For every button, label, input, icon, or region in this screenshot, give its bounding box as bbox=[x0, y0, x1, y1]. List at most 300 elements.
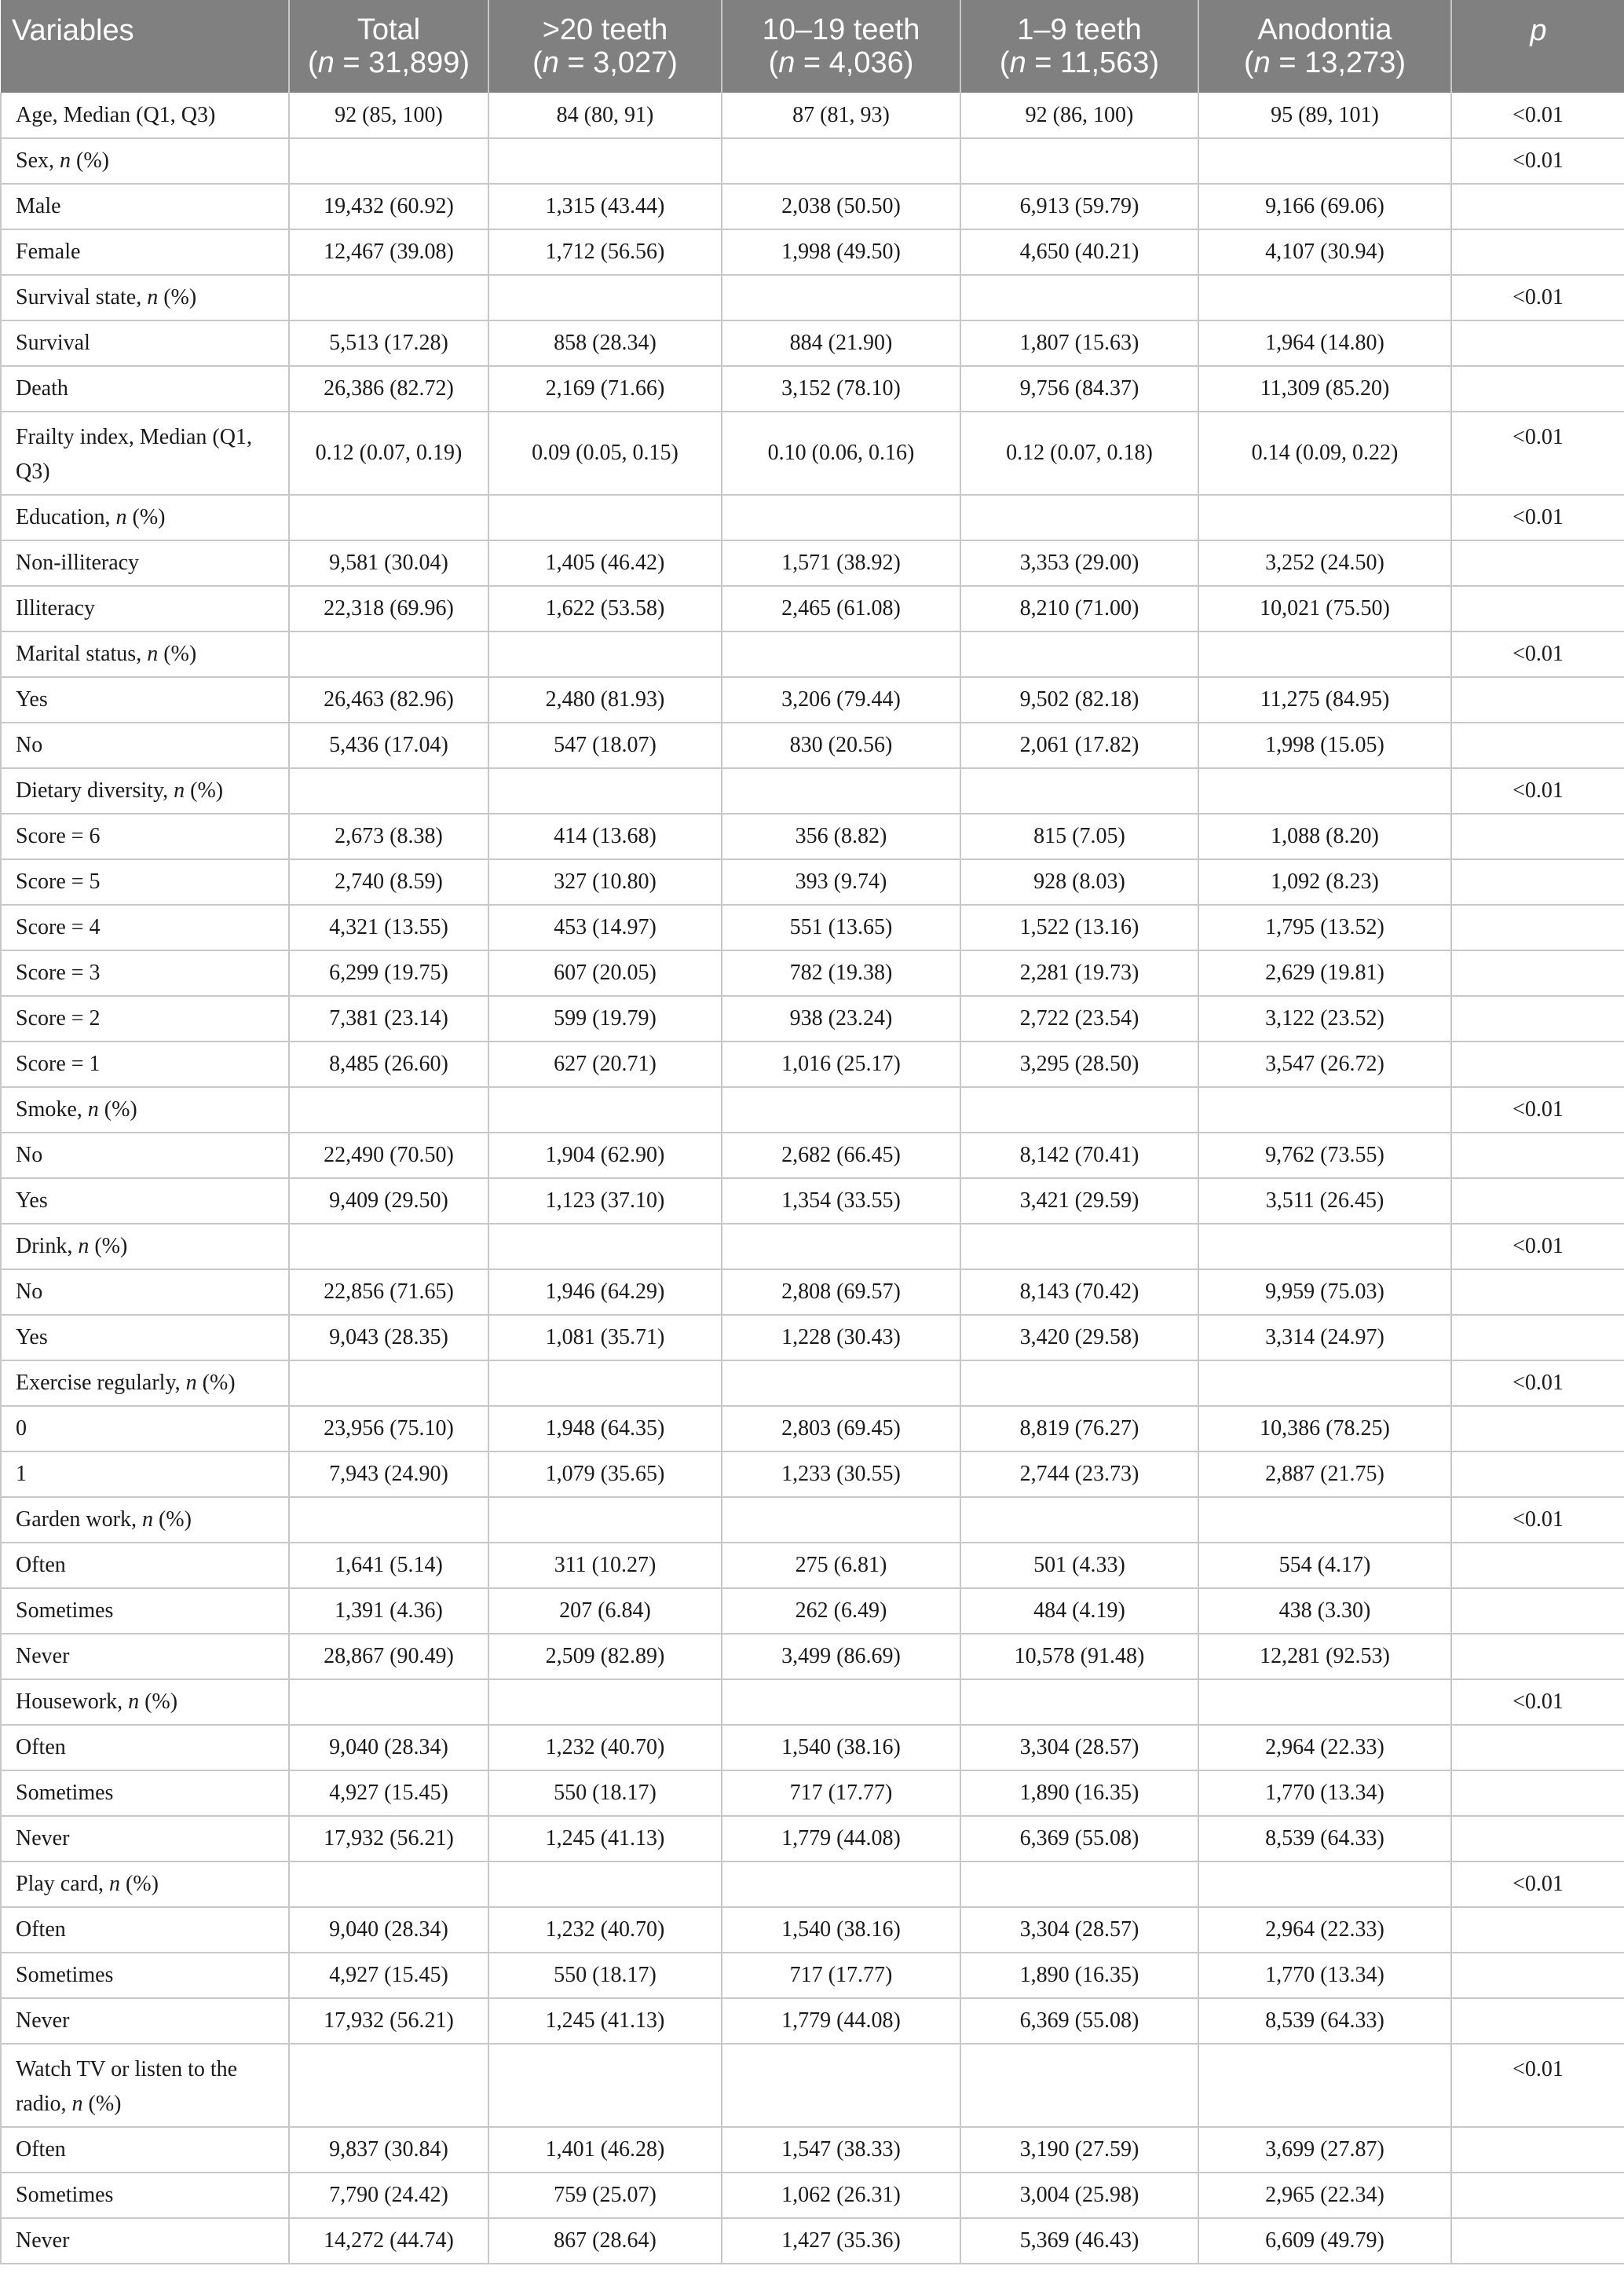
row-label: Frailty index, Median (Q1, Q3) bbox=[1, 412, 289, 495]
header-1-9-teeth-label: 1–9 teeth bbox=[1017, 13, 1142, 46]
row-value-cell: 858 (28.34) bbox=[488, 320, 722, 366]
row-value-cell bbox=[488, 1360, 722, 1406]
table-row bbox=[1, 2044, 1624, 2127]
table-body bbox=[1, 93, 1624, 2264]
row-label: Never bbox=[1, 2218, 289, 2264]
row-value-cell bbox=[960, 1224, 1198, 1269]
header-total-n: (n = 31,899) bbox=[308, 46, 470, 79]
row-value-cell: 10,386 (78.25) bbox=[1198, 1406, 1451, 1451]
row-label: No bbox=[1, 723, 289, 768]
row-value-cell: 9,581 (30.04) bbox=[289, 540, 488, 586]
table-row bbox=[1, 1907, 1624, 1953]
row-value-cell: 2,673 (8.38) bbox=[289, 814, 488, 859]
row-value-cell: 2,465 (61.08) bbox=[722, 586, 960, 631]
row-value-cell bbox=[289, 1679, 488, 1725]
table-row bbox=[1, 1953, 1624, 1998]
table-row bbox=[1, 1041, 1624, 1087]
row-p-value: <0.01 bbox=[1451, 768, 1624, 814]
row-value-cell bbox=[488, 1087, 722, 1133]
table-row bbox=[1, 905, 1624, 950]
row-label: Dietary diversity, n (%) bbox=[1, 768, 289, 814]
row-value-cell bbox=[1198, 1360, 1451, 1406]
row-value-cell: 3,420 (29.58) bbox=[960, 1315, 1198, 1360]
table-row bbox=[1, 1770, 1624, 1816]
table-row bbox=[1, 1634, 1624, 1679]
row-value-cell bbox=[1198, 495, 1451, 540]
table-row bbox=[1, 1679, 1624, 1725]
row-label: Drink, n (%) bbox=[1, 1224, 289, 1269]
row-value-cell: 2,509 (82.89) bbox=[488, 1634, 722, 1679]
row-value-cell: 22,856 (71.65) bbox=[289, 1269, 488, 1315]
row-value-cell bbox=[488, 631, 722, 677]
row-value-cell bbox=[289, 1360, 488, 1406]
row-value-cell: 2,682 (66.45) bbox=[722, 1133, 960, 1178]
row-value-cell: 275 (6.81) bbox=[722, 1543, 960, 1588]
row-value-cell: 19,432 (60.92) bbox=[289, 184, 488, 229]
row-value-cell: 8,142 (70.41) bbox=[960, 1133, 1198, 1178]
row-value-cell: 0.12 (0.07, 0.18) bbox=[960, 412, 1198, 495]
row-p-value bbox=[1451, 2173, 1624, 2218]
header-10-19-teeth-n: (n = 4,036) bbox=[768, 46, 914, 79]
row-value-cell: 2,169 (71.66) bbox=[488, 366, 722, 412]
table-row bbox=[1, 1406, 1624, 1451]
row-label: Sometimes bbox=[1, 1588, 289, 1634]
table-row bbox=[1, 320, 1624, 366]
row-label: Often bbox=[1, 1907, 289, 1953]
row-value-cell bbox=[960, 138, 1198, 184]
row-p-value bbox=[1451, 1725, 1624, 1770]
row-value-cell: 2,887 (21.75) bbox=[1198, 1451, 1451, 1497]
row-p-value bbox=[1451, 1041, 1624, 1087]
row-label: No bbox=[1, 1133, 289, 1178]
row-value-cell bbox=[1198, 1224, 1451, 1269]
row-value-cell: 4,321 (13.55) bbox=[289, 905, 488, 950]
table-row bbox=[1, 996, 1624, 1041]
row-value-cell bbox=[722, 2044, 960, 2127]
row-value-cell: 2,281 (19.73) bbox=[960, 950, 1198, 996]
row-value-cell bbox=[722, 1224, 960, 1269]
row-label: Age, Median (Q1, Q3) bbox=[1, 93, 289, 138]
row-value-cell: 8,210 (71.00) bbox=[960, 586, 1198, 631]
row-value-cell: 356 (8.82) bbox=[722, 814, 960, 859]
row-p-value: <0.01 bbox=[1451, 1224, 1624, 1269]
row-value-cell: 9,043 (28.35) bbox=[289, 1315, 488, 1360]
row-value-cell: 17,932 (56.21) bbox=[289, 1998, 488, 2044]
row-value-cell bbox=[960, 275, 1198, 320]
row-p-value bbox=[1451, 950, 1624, 996]
row-value-cell: 92 (85, 100) bbox=[289, 93, 488, 138]
row-p-value bbox=[1451, 814, 1624, 859]
row-value-cell: 1,232 (40.70) bbox=[488, 1907, 722, 1953]
row-label: Often bbox=[1, 1543, 289, 1588]
row-value-cell: 550 (18.17) bbox=[488, 1953, 722, 1998]
row-value-cell: 551 (13.65) bbox=[722, 905, 960, 950]
row-p-value bbox=[1451, 1406, 1624, 1451]
row-value-cell bbox=[722, 631, 960, 677]
row-value-cell: 501 (4.33) bbox=[960, 1543, 1198, 1588]
row-value-cell: 327 (10.80) bbox=[488, 859, 722, 905]
header-10-19-teeth bbox=[722, 0, 960, 93]
row-p-value bbox=[1451, 1451, 1624, 1497]
row-value-cell bbox=[960, 2044, 1198, 2127]
row-value-cell: 9,756 (84.37) bbox=[960, 366, 1198, 412]
row-value-cell: 0.09 (0.05, 0.15) bbox=[488, 412, 722, 495]
row-value-cell bbox=[722, 1360, 960, 1406]
row-value-cell: 1,964 (14.80) bbox=[1198, 320, 1451, 366]
table-row bbox=[1, 1087, 1624, 1133]
row-value-cell: 759 (25.07) bbox=[488, 2173, 722, 2218]
row-value-cell: 453 (14.97) bbox=[488, 905, 722, 950]
row-value-cell bbox=[488, 138, 722, 184]
header-gt20-teeth-label: >20 teeth bbox=[542, 13, 668, 46]
row-label: Garden work, n (%) bbox=[1, 1497, 289, 1543]
row-value-cell: 9,040 (28.34) bbox=[289, 1725, 488, 1770]
row-label: Yes bbox=[1, 677, 289, 723]
row-value-cell bbox=[289, 495, 488, 540]
row-value-cell: 262 (6.49) bbox=[722, 1588, 960, 1634]
row-label: Never bbox=[1, 1634, 289, 1679]
row-p-value: <0.01 bbox=[1451, 1087, 1624, 1133]
row-value-cell: 1,712 (56.56) bbox=[488, 229, 722, 275]
row-value-cell bbox=[722, 495, 960, 540]
header-1-9-teeth-n: (n = 11,563) bbox=[999, 46, 1160, 79]
row-p-value bbox=[1451, 677, 1624, 723]
row-value-cell: 1,228 (30.43) bbox=[722, 1315, 960, 1360]
row-value-cell bbox=[960, 768, 1198, 814]
row-value-cell: 1,807 (15.63) bbox=[960, 320, 1198, 366]
table-row bbox=[1, 1816, 1624, 1862]
row-value-cell: 7,381 (23.14) bbox=[289, 996, 488, 1041]
row-value-cell bbox=[488, 1862, 722, 1907]
row-label: Female bbox=[1, 229, 289, 275]
row-value-cell: 1,641 (5.14) bbox=[289, 1543, 488, 1588]
row-value-cell: 6,369 (55.08) bbox=[960, 1998, 1198, 2044]
row-value-cell: 554 (4.17) bbox=[1198, 1543, 1451, 1588]
row-p-value bbox=[1451, 2218, 1624, 2264]
row-p-value bbox=[1451, 586, 1624, 631]
row-value-cell: 0.10 (0.06, 0.16) bbox=[722, 412, 960, 495]
row-p-value bbox=[1451, 1907, 1624, 1953]
row-value-cell bbox=[1198, 1497, 1451, 1543]
row-value-cell: 6,609 (49.79) bbox=[1198, 2218, 1451, 2264]
row-label: 1 bbox=[1, 1451, 289, 1497]
table-row bbox=[1, 1588, 1624, 1634]
row-value-cell: 26,386 (82.72) bbox=[289, 366, 488, 412]
row-p-value: <0.01 bbox=[1451, 93, 1624, 138]
row-value-cell: 9,040 (28.34) bbox=[289, 1907, 488, 1953]
row-value-cell: 1,405 (46.42) bbox=[488, 540, 722, 586]
table-row bbox=[1, 723, 1624, 768]
row-label: Score = 5 bbox=[1, 859, 289, 905]
row-value-cell: 1,904 (62.90) bbox=[488, 1133, 722, 1178]
row-value-cell: 3,152 (78.10) bbox=[722, 366, 960, 412]
row-value-cell: 9,502 (82.18) bbox=[960, 677, 1198, 723]
row-p-value bbox=[1451, 184, 1624, 229]
row-value-cell bbox=[960, 1862, 1198, 1907]
row-value-cell: 11,275 (84.95) bbox=[1198, 677, 1451, 723]
row-label: Yes bbox=[1, 1315, 289, 1360]
row-label: Death bbox=[1, 366, 289, 412]
row-value-cell: 1,079 (35.65) bbox=[488, 1451, 722, 1497]
row-value-cell: 547 (18.07) bbox=[488, 723, 722, 768]
row-p-value bbox=[1451, 540, 1624, 586]
row-p-value bbox=[1451, 366, 1624, 412]
row-value-cell: 1,427 (35.36) bbox=[722, 2218, 960, 2264]
row-value-cell: 6,369 (55.08) bbox=[960, 1816, 1198, 1862]
table-row bbox=[1, 814, 1624, 859]
row-p-value: <0.01 bbox=[1451, 1862, 1624, 1907]
row-value-cell bbox=[488, 768, 722, 814]
table-row bbox=[1, 677, 1624, 723]
row-p-value bbox=[1451, 1178, 1624, 1224]
row-p-value: <0.01 bbox=[1451, 138, 1624, 184]
header-p-value: p bbox=[1451, 0, 1624, 93]
row-value-cell: 3,122 (23.52) bbox=[1198, 996, 1451, 1041]
row-value-cell: 1,779 (44.08) bbox=[722, 1998, 960, 2044]
table-row bbox=[1, 1451, 1624, 1497]
row-value-cell bbox=[722, 1087, 960, 1133]
row-p-value bbox=[1451, 1133, 1624, 1178]
row-label: Sex, n (%) bbox=[1, 138, 289, 184]
row-value-cell: 1,998 (49.50) bbox=[722, 229, 960, 275]
header-gt20-teeth bbox=[488, 0, 722, 93]
row-p-value bbox=[1451, 996, 1624, 1041]
row-label: Sometimes bbox=[1, 1953, 289, 1998]
row-p-value bbox=[1451, 1588, 1624, 1634]
row-value-cell: 3,304 (28.57) bbox=[960, 1725, 1198, 1770]
row-value-cell: 4,927 (15.45) bbox=[289, 1770, 488, 1816]
row-value-cell: 4,650 (40.21) bbox=[960, 229, 1198, 275]
row-value-cell: 1,779 (44.08) bbox=[722, 1816, 960, 1862]
row-p-value bbox=[1451, 723, 1624, 768]
row-p-value: <0.01 bbox=[1451, 1497, 1624, 1543]
row-label: Male bbox=[1, 184, 289, 229]
row-value-cell bbox=[289, 275, 488, 320]
row-p-value bbox=[1451, 320, 1624, 366]
row-label: Score = 3 bbox=[1, 950, 289, 996]
row-value-cell bbox=[1198, 138, 1451, 184]
row-value-cell: 8,539 (64.33) bbox=[1198, 1816, 1451, 1862]
row-value-cell: 414 (13.68) bbox=[488, 814, 722, 859]
row-value-cell: 7,790 (24.42) bbox=[289, 2173, 488, 2218]
row-value-cell bbox=[488, 1497, 722, 1543]
row-value-cell: 717 (17.77) bbox=[722, 1953, 960, 1998]
row-p-value: <0.01 bbox=[1451, 495, 1624, 540]
row-value-cell: 1,123 (37.10) bbox=[488, 1178, 722, 1224]
row-value-cell: 6,299 (19.75) bbox=[289, 950, 488, 996]
row-value-cell: 438 (3.30) bbox=[1198, 1588, 1451, 1634]
row-value-cell: 84 (80, 91) bbox=[488, 93, 722, 138]
row-value-cell bbox=[1198, 1087, 1451, 1133]
row-value-cell: 8,539 (64.33) bbox=[1198, 1998, 1451, 2044]
row-label: Survival bbox=[1, 320, 289, 366]
row-label: Education, n (%) bbox=[1, 495, 289, 540]
row-value-cell: 2,740 (8.59) bbox=[289, 859, 488, 905]
row-label: Survival state, n (%) bbox=[1, 275, 289, 320]
row-value-cell: 7,943 (24.90) bbox=[289, 1451, 488, 1497]
row-value-cell: 5,369 (46.43) bbox=[960, 2218, 1198, 2264]
table-row bbox=[1, 138, 1624, 184]
row-value-cell: 3,499 (86.69) bbox=[722, 1634, 960, 1679]
row-value-cell bbox=[722, 1497, 960, 1543]
row-value-cell: 938 (23.24) bbox=[722, 996, 960, 1041]
row-value-cell: 1,540 (38.16) bbox=[722, 1907, 960, 1953]
row-value-cell bbox=[488, 275, 722, 320]
row-value-cell: 550 (18.17) bbox=[488, 1770, 722, 1816]
row-p-value bbox=[1451, 1543, 1624, 1588]
row-value-cell bbox=[488, 495, 722, 540]
row-label: Score = 6 bbox=[1, 814, 289, 859]
row-value-cell: 92 (86, 100) bbox=[960, 93, 1198, 138]
row-value-cell: 8,485 (26.60) bbox=[289, 1041, 488, 1087]
row-value-cell: 3,547 (26.72) bbox=[1198, 1041, 1451, 1087]
row-value-cell: 3,314 (24.97) bbox=[1198, 1315, 1451, 1360]
row-value-cell: 22,318 (69.96) bbox=[289, 586, 488, 631]
row-value-cell: 0.12 (0.07, 0.19) bbox=[289, 412, 488, 495]
row-label: Play card, n (%) bbox=[1, 1862, 289, 1907]
row-value-cell: 17,932 (56.21) bbox=[289, 1816, 488, 1862]
header-anodontia-label: Anodontia bbox=[1257, 13, 1392, 46]
row-value-cell: 2,722 (23.54) bbox=[960, 996, 1198, 1041]
row-value-cell bbox=[960, 631, 1198, 677]
table-row bbox=[1, 768, 1624, 814]
row-value-cell bbox=[1198, 1679, 1451, 1725]
row-value-cell: 5,436 (17.04) bbox=[289, 723, 488, 768]
row-value-cell: 1,401 (46.28) bbox=[488, 2127, 722, 2173]
row-value-cell: 1,770 (13.34) bbox=[1198, 1953, 1451, 1998]
row-value-cell: 1,088 (8.20) bbox=[1198, 814, 1451, 859]
row-p-value bbox=[1451, 1269, 1624, 1315]
header-total-label: Total bbox=[357, 13, 421, 46]
row-value-cell: 26,463 (82.96) bbox=[289, 677, 488, 723]
row-value-cell: 3,353 (29.00) bbox=[960, 540, 1198, 586]
row-label: Score = 2 bbox=[1, 996, 289, 1041]
row-label: Often bbox=[1, 2127, 289, 2173]
row-value-cell: 2,965 (22.34) bbox=[1198, 2173, 1451, 2218]
row-value-cell: 1,016 (25.17) bbox=[722, 1041, 960, 1087]
table-row bbox=[1, 859, 1624, 905]
row-value-cell: 2,480 (81.93) bbox=[488, 677, 722, 723]
row-p-value: <0.01 bbox=[1451, 275, 1624, 320]
row-value-cell: 2,803 (69.45) bbox=[722, 1406, 960, 1451]
row-value-cell: 10,578 (91.48) bbox=[960, 1634, 1198, 1679]
row-value-cell: 2,038 (50.50) bbox=[722, 184, 960, 229]
row-value-cell bbox=[1198, 768, 1451, 814]
row-value-cell: 928 (8.03) bbox=[960, 859, 1198, 905]
row-value-cell: 884 (21.90) bbox=[722, 320, 960, 366]
header-total bbox=[289, 0, 488, 93]
row-value-cell bbox=[289, 1087, 488, 1133]
header-variables: Variables bbox=[1, 0, 289, 93]
row-p-value bbox=[1451, 229, 1624, 275]
row-value-cell: 4,927 (15.45) bbox=[289, 1953, 488, 1998]
header-anodontia-n: (n = 13,273) bbox=[1244, 46, 1406, 79]
row-value-cell: 3,190 (27.59) bbox=[960, 2127, 1198, 2173]
row-value-cell: 1,232 (40.70) bbox=[488, 1725, 722, 1770]
table-row bbox=[1, 275, 1624, 320]
table-row bbox=[1, 229, 1624, 275]
row-p-value bbox=[1451, 1953, 1624, 1998]
table-row bbox=[1, 1269, 1624, 1315]
row-value-cell bbox=[289, 768, 488, 814]
row-label: Watch TV or listen to the radio, n (%) bbox=[1, 2044, 289, 2127]
row-value-cell: 4,107 (30.94) bbox=[1198, 229, 1451, 275]
table-row bbox=[1, 540, 1624, 586]
row-value-cell bbox=[722, 768, 960, 814]
row-p-value bbox=[1451, 1634, 1624, 1679]
row-value-cell: 782 (19.38) bbox=[722, 950, 960, 996]
row-value-cell bbox=[289, 138, 488, 184]
row-value-cell bbox=[722, 1862, 960, 1907]
row-value-cell: 3,304 (28.57) bbox=[960, 1907, 1198, 1953]
row-value-cell: 11,309 (85.20) bbox=[1198, 366, 1451, 412]
row-value-cell: 1,081 (35.71) bbox=[488, 1315, 722, 1360]
table-row bbox=[1, 1360, 1624, 1406]
row-value-cell bbox=[488, 2044, 722, 2127]
row-value-cell bbox=[1198, 1862, 1451, 1907]
table-row bbox=[1, 93, 1624, 138]
row-value-cell: 1,795 (13.52) bbox=[1198, 905, 1451, 950]
table-row bbox=[1, 1725, 1624, 1770]
row-value-cell: 1,391 (4.36) bbox=[289, 1588, 488, 1634]
row-value-cell: 1,062 (26.31) bbox=[722, 2173, 960, 2218]
row-value-cell bbox=[722, 1679, 960, 1725]
row-label: Non-illiteracy bbox=[1, 540, 289, 586]
table-row bbox=[1, 631, 1624, 677]
row-value-cell bbox=[289, 2044, 488, 2127]
row-value-cell bbox=[1198, 275, 1451, 320]
row-value-cell: 5,513 (17.28) bbox=[289, 320, 488, 366]
table-row bbox=[1, 1998, 1624, 2044]
row-p-value bbox=[1451, 2127, 1624, 2173]
row-label: Never bbox=[1, 1998, 289, 2044]
row-value-cell: 3,004 (25.98) bbox=[960, 2173, 1198, 2218]
row-label: Exercise regularly, n (%) bbox=[1, 1360, 289, 1406]
row-p-value bbox=[1451, 1816, 1624, 1862]
row-value-cell: 3,511 (26.45) bbox=[1198, 1178, 1451, 1224]
row-p-value bbox=[1451, 905, 1624, 950]
row-value-cell: 8,143 (70.42) bbox=[960, 1269, 1198, 1315]
row-value-cell: 1,770 (13.34) bbox=[1198, 1770, 1451, 1816]
row-value-cell: 3,421 (29.59) bbox=[960, 1178, 1198, 1224]
row-value-cell bbox=[960, 1087, 1198, 1133]
row-value-cell: 2,964 (22.33) bbox=[1198, 1725, 1451, 1770]
row-label: Marital status, n (%) bbox=[1, 631, 289, 677]
row-value-cell bbox=[289, 631, 488, 677]
row-value-cell: 717 (17.77) bbox=[722, 1770, 960, 1816]
row-value-cell: 1,571 (38.92) bbox=[722, 540, 960, 586]
row-value-cell bbox=[488, 1679, 722, 1725]
table-row bbox=[1, 184, 1624, 229]
row-label: Illiteracy bbox=[1, 586, 289, 631]
row-value-cell bbox=[960, 495, 1198, 540]
row-value-cell: 9,959 (75.03) bbox=[1198, 1269, 1451, 1315]
row-value-cell: 14,272 (44.74) bbox=[289, 2218, 488, 2264]
row-value-cell: 207 (6.84) bbox=[488, 1588, 722, 1634]
row-value-cell bbox=[289, 1497, 488, 1543]
row-value-cell: 1,547 (38.33) bbox=[722, 2127, 960, 2173]
row-p-value: <0.01 bbox=[1451, 1360, 1624, 1406]
row-value-cell: 1,354 (33.55) bbox=[722, 1178, 960, 1224]
row-label: Housework, n (%) bbox=[1, 1679, 289, 1725]
row-value-cell: 1,245 (41.13) bbox=[488, 1816, 722, 1862]
row-value-cell: 1,233 (30.55) bbox=[722, 1451, 960, 1497]
row-value-cell: 1,245 (41.13) bbox=[488, 1998, 722, 2044]
row-value-cell: 1,890 (16.35) bbox=[960, 1770, 1198, 1816]
row-value-cell: 9,837 (30.84) bbox=[289, 2127, 488, 2173]
row-value-cell: 393 (9.74) bbox=[722, 859, 960, 905]
row-p-value: <0.01 bbox=[1451, 2044, 1624, 2127]
